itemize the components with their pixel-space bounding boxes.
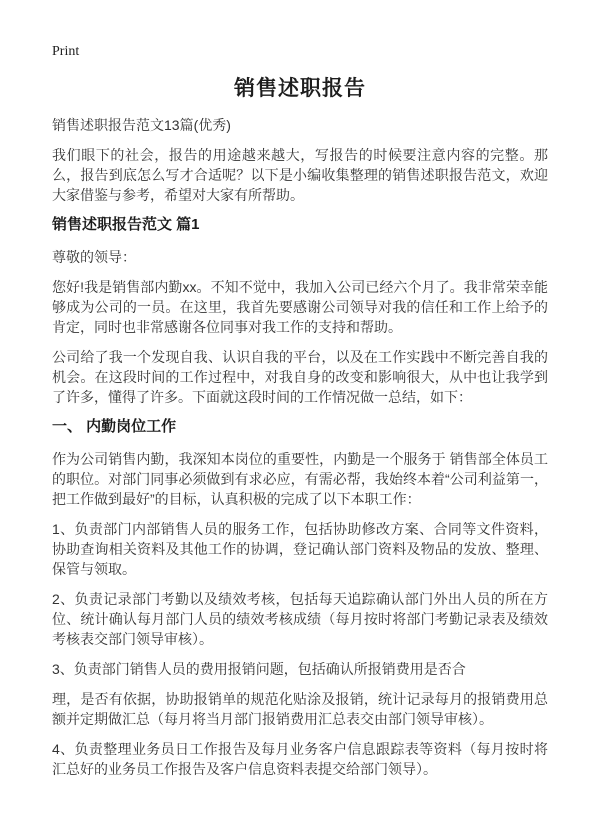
paragraph-item-3: 3、负责部门销售人员的费用报销问题，包括确认所报销费用是否合 — [52, 661, 466, 677]
paragraph-duty-intro: 作为公司销售内勤，我深知本岗位的重要性，内勤是一个服务于 销售部全体员工的职位。对部门同事必须做到有求必应，有需必帮，我始终本着“公司利益第一，把工作做到最好”的目标，认真积极的完成了以下本职工作： — [52, 451, 548, 507]
paragraph-item-3-continued: 理，是否有依据，协助报销单的规范化贴涂及报销，统计记录每月的报销费用总额并定期做汇总（每月将当月部门报销费用汇总表交由部门领导审核）。 — [52, 691, 548, 727]
paragraph-greeting: 您好!我是销售部内勤xx。不知不觉中，我加入公司已经六个月了。我非常荣幸能够成为公司的一员。在这里，我首先要感谢公司领导对我的信任和工作上给予的肯定，同时也非常感谢各位同事对我工作的支持和帮助。 — [52, 279, 548, 335]
paragraph-item-2: 2、负责记录部门考勤以及绩效考核，包括每天追踪确认部门外出人员的所在方位、统计确认每月部门人员的绩效考核成绩（每月按时将部门考勤记录表及绩效考核表交部门领导审核）。 — [52, 591, 548, 647]
salutation-line: 尊敬的领导： — [52, 249, 136, 265]
document-body — [52, 115, 548, 779]
paragraph-item-4: 4、负责整理业务员日工作报告及每月业务客户信息跟踪表等资料（每月按时将汇总好的业务员工作报告及客户信息资料表提交给部门领导）。 — [52, 741, 548, 777]
section-heading-part1: 销售述职报告范文 篇1 — [52, 216, 200, 233]
subtitle-line: 销售述职报告范文13篇(优秀) — [52, 117, 231, 133]
print-button[interactable]: Print — [52, 44, 80, 59]
paragraph-item-1: 1、负责部门内部销售人员的服务工作，包括协助修改方案、合同等文件资料，协助查询相关资料及其他工作的协调，登记确认部门资料及物品的发放、整理、保管与领取。 — [52, 521, 548, 577]
paragraph-platform: 公司给了我一个发现自我、认识自我的平台，以及在工作实践中不断完善自我的机会。在这段时间的工作过程中，对我自身的改变和影响很大，从中也让我学到了许多，懂得了许多。下面就这段时间的工作情况做一总结，如下： — [52, 349, 548, 405]
section-heading-duty: 一、 内勤岗位工作 — [52, 418, 177, 435]
intro-paragraph: 我们眼下的社会，报告的用途越来越大，写报告的时候要注意内容的完整。那么，报告到底怎么写才合适呢？以下是小编收集整理的销售述职报告范文，欢迎大家借鉴与参考，希望对大家有所帮助。 — [52, 147, 548, 203]
document-title: 销售述职报告 — [234, 77, 366, 100]
